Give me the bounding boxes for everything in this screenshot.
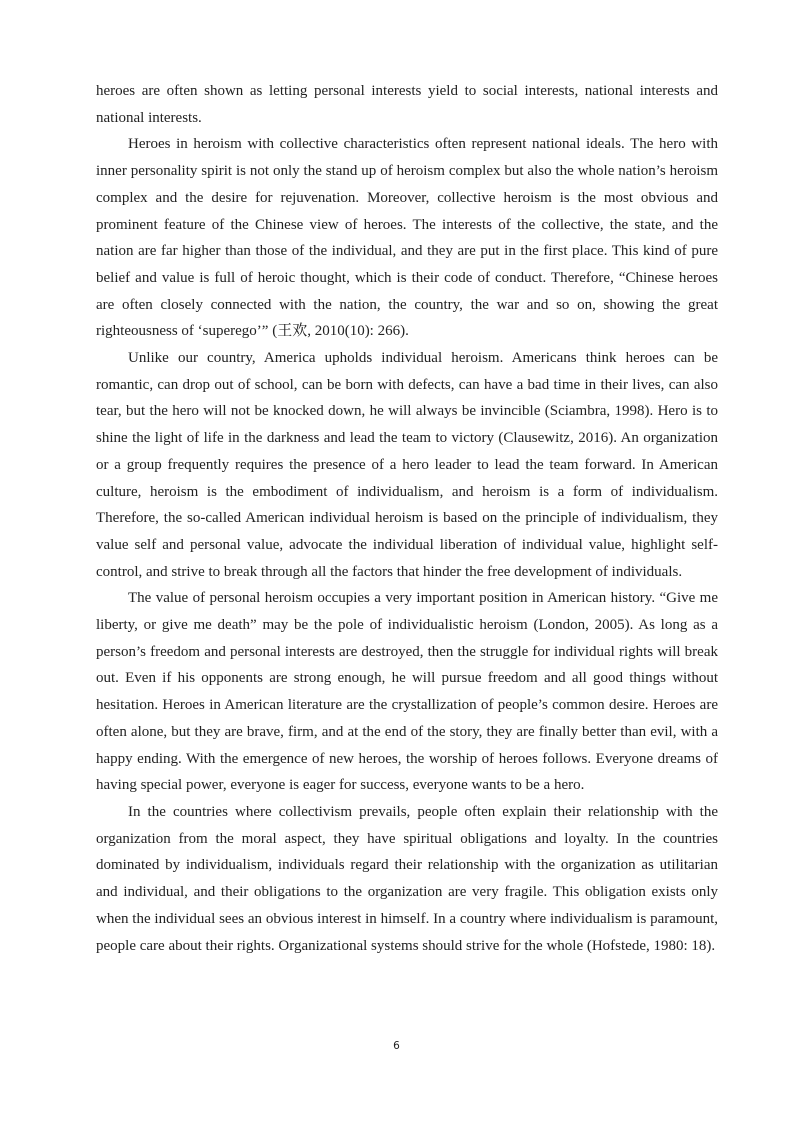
page-number: 6 xyxy=(393,1040,400,1052)
paragraph-individual-heroism: Unlike our country, America upholds individual heroism. Americans think heroes can be romantic, can drop out of school, can be born with defects, can have a bad time in their lives, can also tear, but the hero will not be knocked down, he will always be invincible (Sciambra, 1998). Hero is to shine the light of life in the darkness and lead the team to victory (Clausewitz, 2016). An organization or a group frequently requires the presence of a hero leader to lead the team forward. In American culture, heroism is the embodiment of individualism, and heroism is a form of individualism. Therefore, the so-called American individual heroism is based on the principle of individualism, they value self and personal value, advocate the individual liberation of individual value, highlight self-control, and strive to break through all the factors that hinder the free development of individuals. xyxy=(96,350,718,580)
paragraph-continuation: heroes are often shown as letting personal interests yield to social interests, national interests and national interests. xyxy=(96,83,718,126)
body-text xyxy=(96,78,718,959)
paragraph-personal-heroism-value: The value of personal heroism occupies a very important position in American history. “Give me liberty, or give me death” may be the pole of individualistic heroism (London, 2005). As long as a person’s freedom and personal interests are destroyed, then the struggle for individual rights will break out. Even if his opponents are strong enough, he will pursue freedom and all good things without hesitation. Heroes in American literature are the crystallization of people’s common desire. Heroes are often alone, but they are brave, firm, and at the end of the story, they are finally better than evil, with a happy ending. With the emergence of new heroes, the worship of heroes follows. Everyone dreams of having special power, everyone is eager for success, everyone wants to be a hero. xyxy=(96,590,718,794)
paragraph-collectivism-vs-individualism: In the countries where collectivism prevails, people often explain their relationship with the organization from the moral aspect, they have spiritual obligations and loyalty. In the countries dominated by individualism, individuals regard their relationship with the organization as utilitarian and individual, and their obligations to the organization are very fragile. This obligation exists only when the individual sees an obvious interest in himself. In a country where individualism is paramount, people care about their rights. Organizational systems should strive for the whole (Hofstede, 1980: 18). xyxy=(96,803,718,954)
paragraph-collective-heroism: Heroes in heroism with collective characteristics often represent national ideals. The hero with inner personality spirit is not only the stand up of heroism complex but also the whole nation’s heroism complex and the desire for rejuvenation. Moreover, collective heroism is the most obvious and prominent feature of the Chinese view of heroes. The interests of the collective, the state, and the nation are far higher than those of the individual, and they are put in the first place. This kind of pure belief and value is full of heroic thought, which is their code of conduct. Therefore, “Chinese heroes are often closely connected with the nation, the country, the war and so on, showing the great righteousness of ‘superego’” (王欢, 2010(10): 266). xyxy=(96,136,718,340)
